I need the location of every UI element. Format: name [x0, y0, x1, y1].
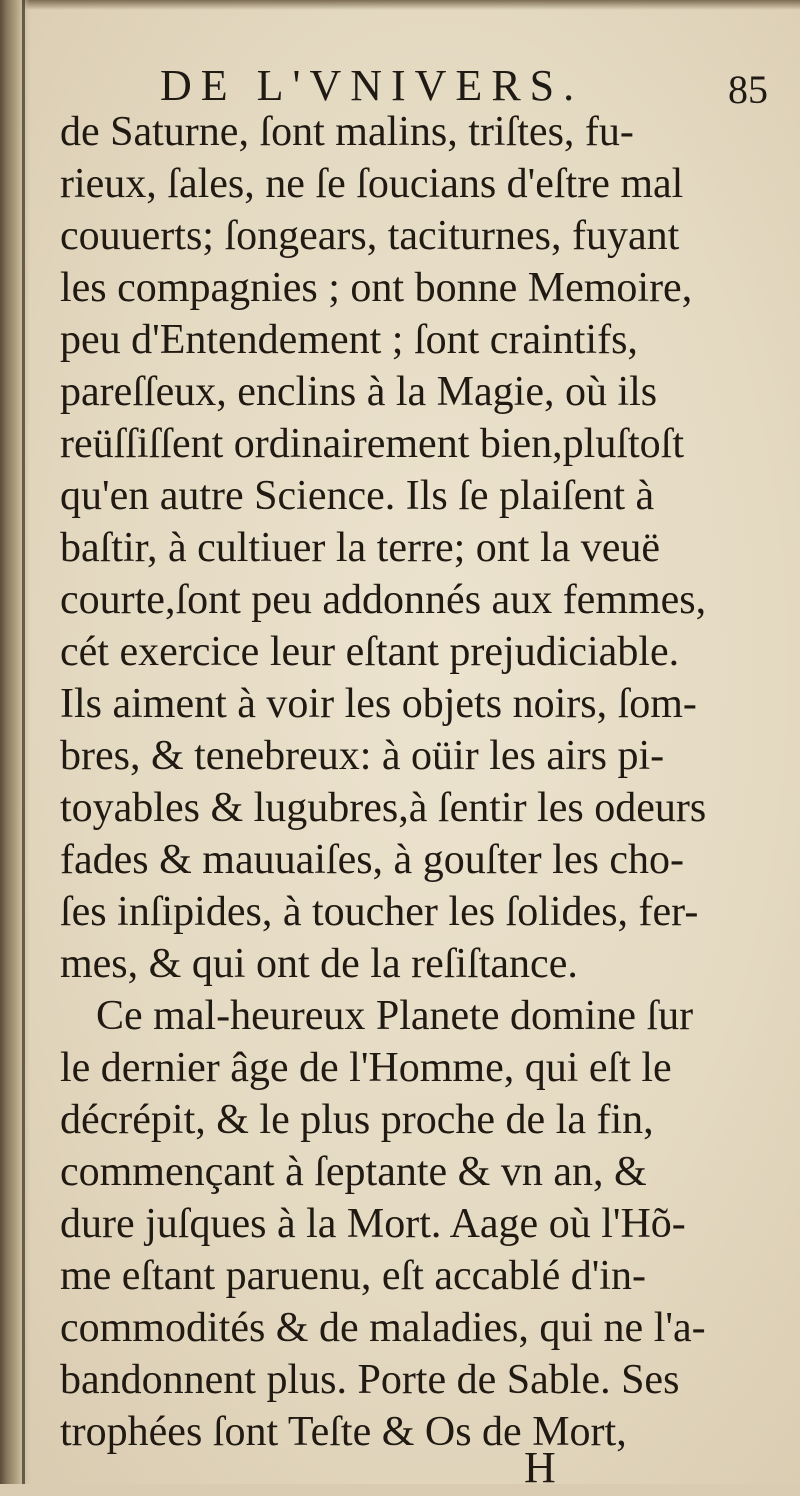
- text-line: mes, & qui ont de la reſiſtance.: [60, 941, 578, 987]
- text-line: me eſtant paruenu, eſt accablé d'in-: [60, 1253, 646, 1299]
- signature-mark: H: [524, 1443, 556, 1492]
- text-line: courte,ſont peu addonnés aux femmes,: [60, 577, 707, 623]
- text-line: baſtir, à cultiuer la terre; ont la veuë: [60, 525, 661, 571]
- text-line: décrépit, & le plus proche de la fin,: [60, 1097, 654, 1143]
- text-line: bandonnent plus. Porte de Sable. Ses: [60, 1357, 680, 1403]
- running-head: DE L'VNIVERS.: [160, 61, 584, 110]
- text-line: trophées ſont Teſte & Os de Mort,: [60, 1409, 627, 1455]
- text-line: couuerts; ſongears, taciturnes, fuyant: [60, 213, 680, 259]
- text-line: les compagnies ; ont bonne Memoire,: [60, 265, 693, 311]
- text-line: peu d'Entendement ; ſont craintifs,: [60, 317, 638, 363]
- text-line: rieux, ſales, ne ſe ſoucians d'eſtre mal: [60, 161, 684, 207]
- text-line: ſes inſipides, à toucher les ſolides, fer-: [60, 889, 699, 935]
- text-line: pareſſeux, enclins à la Magie, où ils: [60, 369, 658, 415]
- text-line: commodités & de maladies, qui ne l'a-: [60, 1305, 706, 1351]
- text-line: de Saturne, ſont malins, triſtes, fu-: [60, 109, 634, 155]
- text-line: cét exercice leur eſtant prejudiciable.: [60, 629, 680, 675]
- text-line: toyables & lugubres,à ſentir les odeurs: [60, 785, 707, 831]
- text-line: Ils aiment à voir les objets noirs, ſom-: [60, 681, 697, 727]
- text-line: commençant à ſeptante & vn an, &: [60, 1149, 647, 1195]
- text-line: dure juſques à la Mort. Aage où l'Hõ-: [60, 1201, 686, 1247]
- page-number: 85: [728, 67, 768, 112]
- text-line: bres, & tenebreux: à oüir les airs pi-: [60, 733, 665, 779]
- text-line: le dernier âge de l'Homme, qui eſt le: [60, 1045, 672, 1091]
- text-line: reüſſiſſent ordinairement bien,pluſtoſt: [60, 421, 685, 467]
- paragraph-start-line: Ce mal-heureux Planete domine ſur: [96, 993, 694, 1039]
- text-line: fades & mauuaiſes, à gouſter les cho-: [60, 837, 684, 883]
- text-line: qu'en autre Science. Ils ſe plaiſent à: [60, 473, 655, 519]
